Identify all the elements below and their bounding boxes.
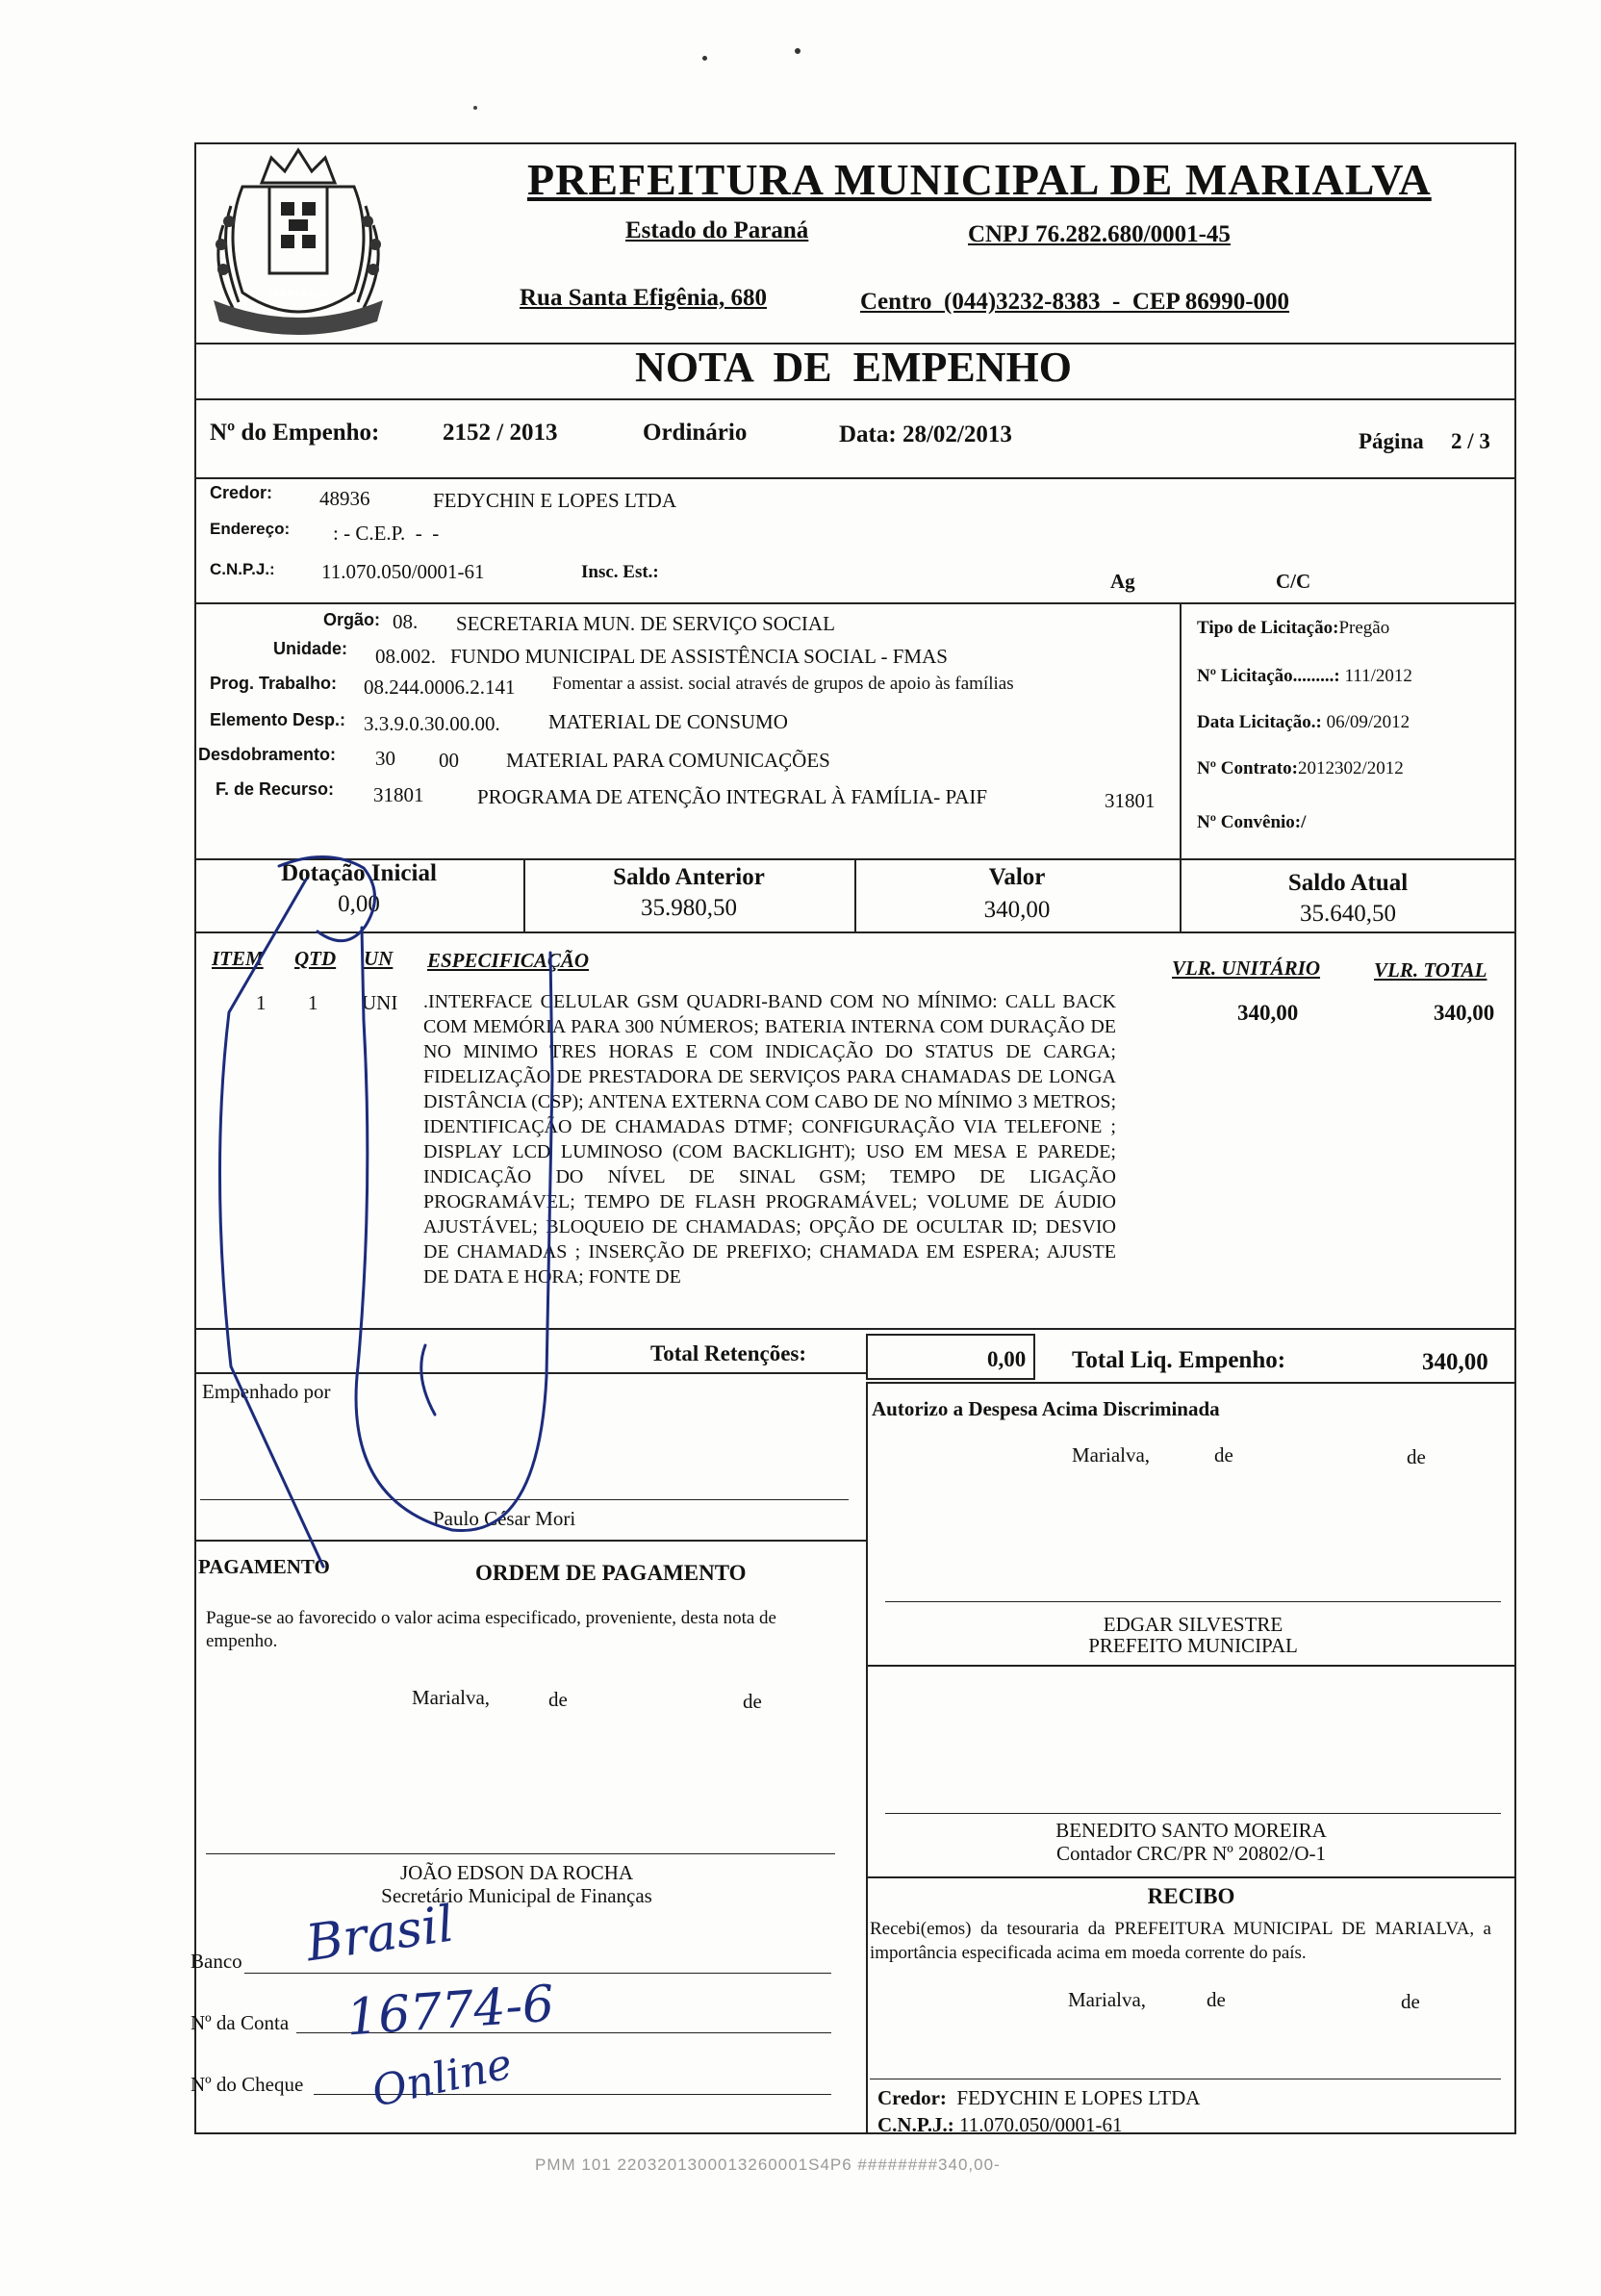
- licitacao-number-value: 111/2012: [1344, 666, 1412, 686]
- total-price-column-header: VLR. TOTAL: [1374, 958, 1487, 982]
- total-liquido-value: 340,00: [1422, 1349, 1488, 1375]
- desdobramento-name: MATERIAL PARA COMUNICAÇÕES: [506, 749, 830, 772]
- item-specification: .INTERFACE CELULAR GSM QUADRI-BAND COM NO MÍNIMO: CALL BACK COM MEMÓRIA PARA 300 NÚMEROS; BATERIA INTERNA COM DURAÇÃO DE NO MINIMO TRES HORAS E COM INDICAÇÃO DO STATUS DE CARGA; FIDELIZAÇÃO DE PRESTADORA DE SERVIÇOS PARA CHAMADAS DE LONGA DISTÂNCIA (CSP); ANTENA EXTERNA COM CABO DE NO MÍNIMO 3 METROS; IDENTIFICAÇÃO DE CHAMADAS DTMF; CONFIGURAÇÃO VIA TELEFONE ; DISPLAY LCD LUMINOSO (COM BACKLIGHT); USO EM MESA E PAREDE; INDICAÇÃO DO NÍVEL DE SINAL GSM; TEMPO DE LIGAÇÃO PROGRAMÁVEL; TEMPO DE FLASH PROGRAMÁVEL; VOLUME DE ÁUDIO AJUSTÁVEL; BLOQUEIO DE CHAMADAS; OPÇÃO DE OCULTAR ID; DESVIO DE CHAMADAS ; INSERÇÃO DE PREFIXO; CHAMADA EM ESPERA; AJUSTE DE DATA E HORA; FONTE DE: [423, 991, 1116, 1288]
- creditor-code: 48936: [319, 487, 370, 510]
- qtd-column-header: QTD: [294, 947, 337, 970]
- unit-price-column-header: VLR. UNITÁRIO: [1172, 957, 1321, 980]
- licitacao-date-value: 06/09/2012: [1326, 712, 1410, 732]
- mayor-name: EDGAR SILVESTRE: [1103, 1613, 1283, 1636]
- recibo-creditor-label: Credor:: [877, 2086, 947, 2109]
- orgao-code: 08.: [393, 610, 419, 633]
- dotacao-label: Dotação Inicial: [281, 860, 437, 886]
- licitacao-type-value: Pregão: [1338, 618, 1390, 638]
- empenho-date: Data: 28/02/2013: [839, 421, 1012, 447]
- page-number: 2 / 3: [1451, 429, 1490, 453]
- item-unit-price: 340,00: [1237, 1001, 1299, 1025]
- total-retencoes-value: 0,00: [987, 1347, 1027, 1371]
- creditor-label: Credor:: [210, 483, 273, 502]
- autorizo-label: Autorizo a Despesa Acima Discriminada: [872, 1397, 1220, 1420]
- cc-label: C/C: [1276, 570, 1311, 593]
- autorizo-de-2: de: [1407, 1445, 1426, 1468]
- item-number: 1: [256, 991, 267, 1014]
- licitacao-type-label: Tipo de Licitação:: [1197, 618, 1339, 638]
- elemento-code: 3.3.9.0.30.00.00.: [364, 712, 500, 735]
- state-label: Estado do Paraná: [625, 217, 809, 243]
- autorizo-de-1: de: [1214, 1443, 1233, 1467]
- empenho-type: Ordinário: [643, 420, 748, 446]
- accountant-name: BENEDITO SANTO MOREIRA: [1055, 1819, 1327, 1842]
- pagamento-de-1: de: [548, 1688, 568, 1711]
- elemento-label: Elemento Desp.:: [210, 710, 346, 729]
- recurso-code: 31801: [373, 783, 424, 806]
- item-total-price: 340,00: [1434, 1001, 1495, 1025]
- bank-value: Brasil: [302, 1895, 458, 1974]
- prog-trabalho-label: Prog. Trabalho:: [210, 674, 338, 693]
- account-value: 16774-6: [344, 1975, 556, 2048]
- item-unit: UNI: [362, 991, 398, 1014]
- empenho-number-label: Nº do Empenho:: [210, 420, 380, 446]
- valor-value: 340,00: [983, 897, 1051, 923]
- street-address: Rua Santa Efigênia, 680: [520, 285, 767, 311]
- coat-of-arms-text: MARIALVA: [268, 289, 332, 300]
- recibo-creditor-name: FEDYCHIN E LOPES LTDA: [956, 2086, 1201, 2109]
- bank-label: Banco: [191, 1950, 242, 1973]
- recibo-city: Marialva,: [1068, 1988, 1147, 2011]
- recurso-code-right: 31801: [1105, 789, 1156, 812]
- cnpj-label: CNPJ 76.282.680/0001-45: [968, 221, 1231, 247]
- pagamento-de-2: de: [743, 1690, 762, 1713]
- cheque-value: Online: [368, 2039, 517, 2117]
- autorizo-city: Marialva,: [1072, 1443, 1151, 1467]
- cnpj-label: C.N.P.J.:: [210, 560, 275, 578]
- finance-title: Secretário Municipal de Finanças: [381, 1884, 652, 1907]
- ordem-pagamento-label: ORDEM DE PAGAMENTO: [475, 1561, 747, 1585]
- creditor-cnpj: 11.070.050/0001-61: [321, 560, 485, 583]
- unidade-name: FUNDO MUNICIPAL DE ASSISTÊNCIA SOCIAL - FMAS: [450, 645, 948, 668]
- pagamento-label: PAGAMENTO: [198, 1555, 330, 1578]
- orgao-label: Orgão:: [323, 610, 381, 629]
- licitacao-number-label: Nº Licitação.........:: [1197, 666, 1340, 686]
- elemento-name: MATERIAL DE CONSUMO: [548, 710, 788, 733]
- recurso-label: F. de Recurso:: [216, 779, 335, 799]
- saldo-atual-value: 35.640,50: [1300, 901, 1396, 927]
- recibo-de-1: de: [1207, 1988, 1226, 2011]
- recibo-cnpj-label: C.N.P.J.:: [877, 2113, 954, 2136]
- ordem-pagamento-text: Pague-se ao favorecido o valor acima especificado, proveniente, desta nota de empenho.: [206, 1608, 776, 1651]
- unidade-code: 08.002.: [375, 645, 436, 668]
- desdobramento-label: Desdobramento:: [198, 745, 337, 764]
- saldo-atual-label: Saldo Atual: [1287, 870, 1409, 896]
- address-details: Centro (044)3232-8383 - CEP 86990-000: [860, 289, 1290, 315]
- document-title: NOTA DE EMPENHO: [635, 344, 1072, 391]
- desdobramento-code: 30: [375, 747, 395, 770]
- creditor-name: FEDYCHIN E LOPES LTDA: [433, 489, 676, 512]
- total-retencoes-label: Total Retenções:: [650, 1341, 807, 1365]
- contract-value: 2012302/2012: [1297, 758, 1404, 778]
- page-label: Página: [1359, 429, 1424, 453]
- contract-label: Nº Contrato:: [1197, 758, 1298, 778]
- footer-code: PMM 101 2203201300013260001S4P6 ########340,00-: [535, 2156, 1001, 2174]
- recibo-cnpj-value: 11.070.050/0001-61: [958, 2113, 1123, 2136]
- unidade-label: Unidade:: [273, 639, 348, 658]
- prog-trabalho-code: 08.244.0006.2.141: [364, 676, 516, 699]
- recurso-name: PROGRAMA DE ATENÇÃO INTEGRAL À FAMÍLIA- PAIF: [477, 785, 988, 808]
- saldo-anterior-value: 35.980,50: [641, 895, 737, 921]
- creditor-address: : - C.E.P. - -: [333, 522, 440, 545]
- orgao-name: SECRETARIA MUN. DE SERVIÇO SOCIAL: [456, 612, 835, 635]
- valor-label: Valor: [988, 864, 1046, 890]
- org-name: PREFEITURA MUNICIPAL DE MARIALVA: [527, 155, 1432, 204]
- empenho-number: 2152 / 2013: [443, 420, 558, 446]
- recibo-text: Recebi(emos) da tesouraria da PREFEITURA MUNICIPAL DE MARIALVA, a importância especificada acima em moeda corrente do país.: [870, 1919, 1491, 1963]
- address-label: Endereço:: [210, 520, 291, 538]
- total-liquido-label: Total Liq. Empenho:: [1072, 1347, 1286, 1373]
- recibo-label: RECIBO: [1147, 1884, 1235, 1908]
- account-label: Nº da Conta: [191, 2011, 290, 2034]
- item-column-header: ITEM: [212, 947, 264, 970]
- recibo-de-2: de: [1401, 1990, 1420, 2013]
- prog-trabalho-name: Fomentar a assist. social através de grupos de apoio às famílias: [552, 674, 1014, 694]
- cheque-label: Nº do Cheque: [191, 2073, 304, 2096]
- finance-name: JOÃO EDSON DA ROCHA: [399, 1861, 634, 1884]
- saldo-anterior-label: Saldo Anterior: [613, 864, 765, 890]
- item-qty: 1: [308, 991, 318, 1014]
- empenhado-name: Paulo César Mori: [433, 1507, 576, 1530]
- accountant-title: Contador CRC/PR Nº 20802/O-1: [1055, 1842, 1327, 1865]
- licitacao-date-label: Data Licitação.:: [1197, 712, 1322, 732]
- ag-label: Ag: [1110, 570, 1135, 593]
- mayor-title: PREFEITO MUNICIPAL: [1088, 1634, 1298, 1657]
- desdobramento-subcode: 00: [439, 749, 459, 772]
- un-column-header: UN: [364, 947, 394, 970]
- dotacao-value: 0,00: [338, 891, 380, 917]
- spec-column-header: ESPECIFICAÇÃO: [427, 949, 590, 972]
- pagamento-city: Marialva,: [412, 1686, 491, 1709]
- convenio-label: Nº Convênio:/: [1197, 812, 1307, 832]
- insc-est-label: Insc. Est.:: [581, 562, 659, 582]
- empenhado-label: Empenhado por: [202, 1380, 331, 1403]
